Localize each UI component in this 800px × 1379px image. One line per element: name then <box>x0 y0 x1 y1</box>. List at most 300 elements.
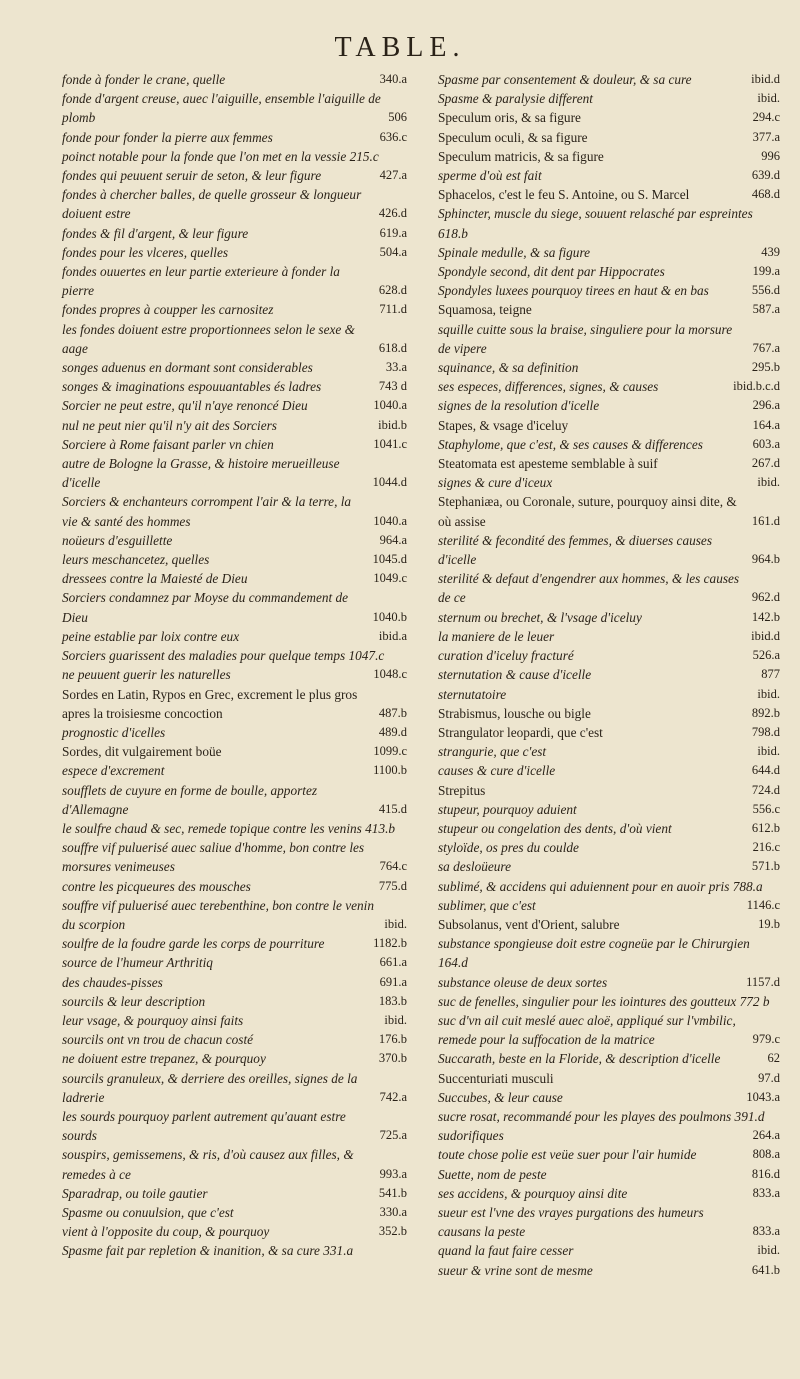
index-entry-text: stupeur, pourquoy aduient <box>438 801 577 817</box>
index-entry-text: Staphylome, que c'est, & ses causes & differences <box>438 436 703 452</box>
index-entry-text: Succubes, & leur cause <box>438 1089 563 1105</box>
index-entry <box>62 761 407 780</box>
index-entry <box>62 896 407 934</box>
index-entry-page-ref: 1040.a <box>373 513 407 528</box>
index-entry <box>438 1203 780 1241</box>
index-entry <box>438 128 780 147</box>
index-entry-text: sublimé, & accidens qui aduiennent pour en auoir pris 788.a <box>438 878 763 894</box>
index-entry <box>438 204 780 242</box>
index-entry-text: Sorciers & enchanteurs corrompent l'air & la terre, la vie & santé des hommes <box>62 494 352 529</box>
index-entry <box>62 1241 407 1260</box>
index-entry-text: sourcils ont vn trou de chacun costé <box>62 1032 254 1048</box>
index-entry-page-ref: 798.d <box>751 724 780 739</box>
index-entry-text: fondes propres à coupper les carnositez <box>62 302 274 318</box>
index-entry <box>62 70 407 89</box>
index-entry-text: suc d'vn ail cuit meslé auec aloë, appliqué sur l'vmbilic, remede pour la suffocation de la matrice <box>438 1012 736 1048</box>
index-entry <box>438 934 780 972</box>
index-entry-text: Sorcier ne peut estre, qu'il n'aye renoncé Dieu <box>62 398 308 414</box>
index-entry-text: noüeurs d'esguillette <box>62 532 173 548</box>
index-entry-page-ref: 1044.d <box>372 475 407 490</box>
index-entry <box>62 953 407 972</box>
index-entry-page-ref: 636.c <box>379 129 407 144</box>
index-entry <box>438 108 780 127</box>
index-entry-page-ref: 724.d <box>751 782 780 797</box>
index-entry <box>62 166 407 185</box>
index-entry-text: fonde à fonder le crane, quelle <box>62 72 226 87</box>
index-entry-text: sourcils & leur description <box>62 993 206 1009</box>
index-entry-page-ref: 183.b <box>378 993 407 1008</box>
index-entry-text: vient à l'opposite du coup, & pourquoy <box>62 1224 270 1240</box>
index-entry-page-ref: ibid. <box>757 744 780 759</box>
index-entry-text: nul ne peut nier qu'il n'y ait des Sorciers <box>62 417 277 433</box>
index-entry-text: signes de la resolution d'icelle <box>438 398 600 414</box>
index-entry-page-ref: 612.b <box>751 820 780 835</box>
index-entry-page-ref: 506 <box>388 110 407 125</box>
index-entry <box>438 838 780 857</box>
index-entry-text: sternutation & cause d'icelle <box>438 667 592 683</box>
index-entry-page-ref: 1040.b <box>372 609 407 624</box>
index-entry-text: leur vsage, & pourquoy ainsi faits <box>62 1012 244 1028</box>
index-entry <box>438 992 780 1011</box>
index-entry-text: dressees contre la Maiesté de Dieu <box>62 571 248 587</box>
index-entry <box>62 300 407 319</box>
index-entry-text: substance oleuse de deux sortes <box>438 974 608 990</box>
index-entry <box>62 1030 407 1049</box>
index-entry-page-ref: 415.d <box>378 801 407 816</box>
index-entry-text: Strepitus <box>438 782 486 798</box>
index-entry-text: sternum ou brechet, & l'vsage d'iceluy <box>438 609 642 625</box>
index-entry <box>438 665 780 684</box>
index-entry-text: espece d'excrement <box>62 763 165 779</box>
index-entry-page-ref: 487.b <box>378 705 407 720</box>
index-entry-page-ref: 979.c <box>752 1032 780 1047</box>
index-entry <box>438 608 780 627</box>
index-entry-page-ref: 370.b <box>378 1051 407 1066</box>
index-entry-text: la maniere de le leuer <box>438 628 555 644</box>
index-entry-text: squinance, & sa definition <box>438 360 579 376</box>
index-entry-page-ref: 164.a <box>752 417 780 432</box>
index-entry-text: Spasme ou conuulsion, que c'est <box>62 1204 234 1220</box>
index-entry-page-ref: 996 <box>761 148 780 163</box>
index-entry-page-ref: 711.d <box>379 302 407 317</box>
index-entry-page-ref: 587.a <box>752 302 780 317</box>
index-entry-page-ref: 556.d <box>751 283 780 298</box>
index-entry-page-ref: 1100.b <box>373 763 407 778</box>
index-entry-page-ref: 639.d <box>751 168 780 183</box>
index-entry-page-ref: 775.d <box>378 878 407 893</box>
index-entry-text: Speculum oris, & sa figure <box>438 110 581 126</box>
index-entry-page-ref: 62 <box>767 1051 780 1066</box>
index-entry-page-ref: 619.a <box>379 225 407 240</box>
index-entry-text: ne doiuent estre trepanez, & pourquoy <box>62 1051 266 1067</box>
index-entry-text: Spinale medulle, & sa figure <box>438 244 591 260</box>
index-entry-page-ref: 618.d <box>378 340 407 355</box>
index-entry <box>438 147 780 166</box>
index-entry-page-ref: 295.b <box>751 360 780 375</box>
index-entry-text: ses accidens, & pourquoy ainsi dite <box>438 1185 628 1201</box>
index-entry <box>62 1145 407 1183</box>
index-entry-text: substance spongieuse doit estre cogneüe par le Chirurgien 164.d <box>438 936 750 971</box>
index-entry <box>62 262 407 300</box>
index-entry <box>62 435 407 454</box>
index-entry-page-ref: ibid. <box>757 91 780 106</box>
index-entry-page-ref: 556.c <box>752 801 780 816</box>
index-entry <box>62 646 407 665</box>
index-entry-text: Spasme fait par repletion & inanition, & sa cure 331.a <box>62 1243 354 1259</box>
index-entry-text: Sorciers guarissent des maladies pour quelque temps 1047.c <box>62 648 385 664</box>
index-entry-page-ref: ibid.a <box>378 628 407 643</box>
index-entry <box>62 185 407 223</box>
index-entry-text: Sordes en Latin, Rypos en Grec, excrement le plus gros apres la troisiesme concoction <box>62 686 358 721</box>
index-entry <box>62 1011 407 1030</box>
index-entry-text: styloïde, os pres du coulde <box>438 840 579 856</box>
index-entry-text: Sphacelos, c'est le feu S. Antoine, ou S. Marcel <box>438 187 690 203</box>
index-entry-page-ref: 216.c <box>752 840 780 855</box>
index-entry-page-ref: ibid. <box>757 1243 780 1258</box>
index-entry-page-ref: 439 <box>761 244 780 259</box>
index-entry <box>438 454 780 473</box>
index-entry-text: Steatomata est apesteme semblable à suif <box>438 456 658 472</box>
index-entry-page-ref: 1048.c <box>373 667 407 682</box>
index-entry-text: causes & cure d'icelle <box>438 763 556 779</box>
index-entry-text: strangurie, que c'est <box>438 744 547 760</box>
index-entry <box>438 262 780 281</box>
index-entry <box>62 742 407 761</box>
index-entry <box>438 435 780 454</box>
index-entry-page-ref: 644.d <box>751 763 780 778</box>
index-entry-page-ref: 264.a <box>752 1128 780 1143</box>
index-entry-page-ref: 661.a <box>379 955 407 970</box>
index-entry-page-ref: ibid. <box>384 916 407 931</box>
index-entry-page-ref: 489.d <box>378 724 407 739</box>
index-entry-page-ref: 1146.c <box>746 897 780 912</box>
index-entry <box>62 723 407 742</box>
index-entry-text: stupeur ou congelation des dents, d'où vient <box>438 820 672 836</box>
index-entry <box>62 320 407 358</box>
index-entry <box>62 492 407 530</box>
index-entry <box>62 1222 407 1241</box>
index-entry-page-ref: 767.a <box>752 340 780 355</box>
index-entry <box>438 781 780 800</box>
index-entry-text: fonde d'argent creuse, auec l'aiguille, ensemble l'aiguille de plomb <box>62 91 381 126</box>
index-entry <box>438 877 780 896</box>
index-entry-text: fondes à chercher balles, de quelle grosseur & longueur doiuent estre <box>62 187 362 222</box>
index-entry-text: souspirs, gemissemens, & ris, d'où causez aux filles, & remedes à ce <box>62 1147 354 1182</box>
index-entry-text: Spasme & paralysie different <box>438 91 593 107</box>
index-entry-text: fondes & fil d'argent, & leur figure <box>62 225 249 241</box>
index-entry-text: leurs meschancetez, quelles <box>62 552 210 568</box>
index-entry-page-ref: 97.d <box>758 1070 780 1085</box>
index-entry <box>62 147 407 166</box>
index-entry <box>438 281 780 300</box>
index-entry-text: suc de fenelles, singulier pour les iointures des goutteux 772 b <box>438 993 770 1009</box>
index-entry <box>62 1203 407 1222</box>
index-entry <box>438 416 780 435</box>
index-entry-page-ref: 808.a <box>752 1147 780 1162</box>
index-entry <box>438 243 780 262</box>
index-entry-text: autre de Bologne la Grasse, & histoire merueilleuse d'icelle <box>62 456 340 491</box>
index-entry-page-ref: 142.b <box>751 609 780 624</box>
index-entry-page-ref: ibid.d <box>751 72 780 86</box>
index-entry-page-ref: 33.a <box>385 360 407 375</box>
index-entry <box>438 1145 780 1164</box>
index-entry-page-ref: 427.a <box>379 168 407 183</box>
index-entry-page-ref: 19.b <box>758 916 780 931</box>
index-entry <box>438 915 780 934</box>
index-entry <box>438 1165 780 1184</box>
index-entry-text: Speculum matricis, & sa figure <box>438 148 604 164</box>
index-entry-page-ref: 1182.b <box>373 936 407 951</box>
index-entry-text: les fondes doiuent estre proportionnees selon le sexe & aage <box>62 321 355 356</box>
index-entry <box>62 627 407 646</box>
index-entry <box>438 300 780 319</box>
index-entry-page-ref: 1043.a <box>746 1089 780 1104</box>
index-entry <box>62 1049 407 1068</box>
index-entry <box>62 992 407 1011</box>
index-entry <box>438 857 780 876</box>
index-entry <box>438 742 780 761</box>
index-entry-text: Squamosa, teigne <box>438 302 532 318</box>
index-entry-text: Sphincter, muscle du siege, souuent relasché par espreintes 618.b <box>438 206 753 241</box>
index-entry <box>438 473 780 492</box>
index-entry <box>62 243 407 262</box>
index-entry <box>438 1088 780 1107</box>
index-entry <box>62 819 407 838</box>
index-entry-page-ref: 352.b <box>378 1224 407 1239</box>
index-entry-text: des chaudes-pisses <box>62 974 163 990</box>
index-column-left <box>62 70 407 1261</box>
index-entry-text: sublimer, que c'est <box>438 897 536 913</box>
index-entry-page-ref: 199.a <box>752 264 780 279</box>
page-title: TABLE. <box>334 32 466 63</box>
index-entry-text: sucre rosat, recommandé pour les playes des poulmons 391.d <box>438 1108 765 1124</box>
index-entry-page-ref: 1045.d <box>372 552 407 567</box>
index-entry <box>62 396 407 415</box>
index-entry <box>62 377 407 396</box>
index-entry <box>438 627 780 646</box>
index-entry <box>438 704 780 723</box>
index-entry-text: sourcils granuleux, & derriere des oreilles, signes de la ladrerie <box>62 1070 358 1105</box>
index-entry-page-ref: 816.d <box>751 1166 780 1181</box>
index-entry-text: Stapes, & vsage d'iceluy <box>438 417 569 433</box>
index-entry-text: poinct notable pour la fonde que l'on met en la vessie 215.c <box>62 148 379 164</box>
index-entry <box>438 685 780 704</box>
index-entry-page-ref: 377.a <box>752 129 780 144</box>
index-entry-text: Spondyles luxees pourquoy tirees en haut & en bas <box>438 283 709 299</box>
index-entry <box>438 358 780 377</box>
index-entry-text: sudorifiques <box>438 1128 504 1144</box>
index-entry-text: sperme d'où est fait <box>438 168 542 184</box>
index-entry-text: toute chose polie est veüe suer pour l'air humide <box>438 1147 697 1163</box>
index-entry <box>62 588 407 626</box>
index-entry-text: le soulfre chaud & sec, remede topique contre les venins 413.b <box>62 820 396 836</box>
index-entry <box>62 531 407 550</box>
index-entry-page-ref: 526.a <box>752 648 780 663</box>
index-entry-page-ref: 743 d <box>378 379 407 394</box>
index-entry-text: Speculum oculi, & sa figure <box>438 129 588 145</box>
index-entry-text: sa desloüeure <box>438 859 511 875</box>
index-entry-text: songes aduenus en dormant sont considerables <box>62 360 313 376</box>
index-entry-page-ref: 964.b <box>751 552 780 567</box>
index-entry-page-ref: 296.a <box>752 398 780 413</box>
index-entry <box>438 1107 780 1126</box>
index-entry <box>62 128 407 147</box>
index-entry <box>438 377 780 396</box>
index-entry <box>62 877 407 896</box>
index-entry <box>62 1184 407 1203</box>
index-entry <box>438 1049 780 1068</box>
index-entry-text: quand la faut faire cesser <box>438 1243 574 1259</box>
index-entry <box>62 550 407 569</box>
index-entry-text: Strangulator leopardi, que c'est <box>438 724 603 740</box>
index-entry <box>62 838 407 876</box>
index-entry-text: les sourds pourquoy parlent autrement qu'auant estre sourds <box>62 1108 346 1144</box>
index-entry-page-ref: 294.c <box>752 110 780 125</box>
index-entry <box>438 569 780 607</box>
index-entry-page-ref: 1157.d <box>746 974 780 989</box>
index-entry <box>438 646 780 665</box>
index-entry-page-ref: 330.a <box>379 1204 407 1219</box>
index-entry-page-ref: ibid.b <box>378 417 407 432</box>
index-entry-text: soufflets de cuyure en forme de boulle, apportez d'Allemagne <box>62 782 318 817</box>
index-entry-page-ref: 628.d <box>378 283 407 298</box>
index-entry <box>438 819 780 838</box>
index-entry <box>62 224 407 243</box>
index-entry <box>62 685 407 723</box>
index-entry-page-ref: 541.b <box>378 1185 407 1200</box>
index-entry-page-ref: 833.a <box>752 1224 780 1239</box>
index-entry-page-ref: ibid. <box>757 475 780 490</box>
index-entry <box>438 89 780 108</box>
index-entry-text: Sparadrap, ou toile gautier <box>62 1185 208 1201</box>
index-entry <box>438 1261 780 1280</box>
index-entry-page-ref: 1040.a <box>373 398 407 413</box>
index-entry-text: Sorciers condamnez par Moyse du commandement de Dieu <box>62 590 349 625</box>
index-entry <box>62 1107 407 1145</box>
index-entry <box>62 358 407 377</box>
index-entry <box>438 70 780 89</box>
index-entry <box>62 454 407 492</box>
index-entry-text: sterilité & defaut d'engendrer aux hommes, & les causes de ce <box>438 571 740 606</box>
index-entry-page-ref: ibid.d <box>751 628 780 643</box>
index-entry <box>438 1069 780 1088</box>
index-entry <box>62 973 407 992</box>
index-entry-text: Succenturiati musculi <box>438 1070 554 1086</box>
index-entry-page-ref: ibid.b.c.d <box>733 379 780 394</box>
index-entry <box>62 1069 407 1107</box>
index-entry-page-ref: 468.d <box>751 187 780 202</box>
index-entry-page-ref: 993.a <box>379 1166 407 1181</box>
index-entry-text: curation d'iceluy fracturé <box>438 648 574 664</box>
index-entry-text: Strabismus, lousche ou bigle <box>438 705 591 721</box>
index-entry-text: souffre vif puluerisé auec terebenthine, bon contre le venin du scorpion <box>62 897 375 932</box>
index-entry-text: fondes pour les vlceres, quelles <box>62 244 229 260</box>
index-entry-text: fondes ouuertes en leur partie exterieure à fonder la pierre <box>62 264 340 299</box>
index-entry-text: Stephaniæa, ou Coronale, suture, pourquoy ainsi dite, & où assise <box>438 494 737 529</box>
index-entry-text: squille cuitte sous la braise, singuliere pour la morsure de vipere <box>438 321 733 356</box>
index-entry-page-ref: 1099.c <box>373 744 407 759</box>
index-entry-page-ref: ibid. <box>757 686 780 701</box>
index-entry-text: peine establie par loix contre eux <box>62 628 240 644</box>
index-entry-text: ses especes, differences, signes, & causes <box>438 379 659 395</box>
index-entry-text: Subsolanus, vent d'Orient, salubre <box>438 916 620 932</box>
index-entry-text: sternutatoire <box>438 686 507 702</box>
index-entry-page-ref: 725.a <box>379 1128 407 1143</box>
index-entry-text: Succarath, beste en la Floride, & description d'icelle <box>438 1051 721 1067</box>
index-entry-text: Spasme par consentement & douleur, & sa cure <box>438 72 692 87</box>
index-entry <box>438 1184 780 1203</box>
index-entry-text: fonde pour fonder la pierre aux femmes <box>62 129 273 145</box>
index-entry-text: Suette, nom de peste <box>438 1166 547 1182</box>
index-entry-page-ref: 571.b <box>751 859 780 874</box>
index-entry-text: Sorciere à Rome faisant parler vn chien <box>62 436 274 452</box>
index-entry <box>62 934 407 953</box>
index-entry-page-ref: 176.b <box>378 1032 407 1047</box>
index-entry <box>438 896 780 915</box>
index-entry-page-ref: 877 <box>761 667 780 682</box>
index-entry-text: Sordes, dit vulgairement boüe <box>62 744 222 760</box>
index-entry-page-ref: 267.d <box>751 456 780 471</box>
index-entry-text: sueur est l'vne des vrayes purgations des humeurs causans la peste <box>438 1204 704 1240</box>
index-entry-text: contre les picqueures des mousches <box>62 878 251 894</box>
index-entry-page-ref: 161.d <box>751 513 780 528</box>
index-entry-text: fondes qui peuuent seruir de seton, & leur figure <box>62 168 322 184</box>
index-entry <box>438 531 780 569</box>
index-entry <box>62 781 407 819</box>
index-entry-text: songes & imaginations espouuantables és ladres <box>62 379 322 395</box>
index-entry <box>62 89 407 127</box>
index-entry <box>438 185 780 204</box>
index-entry-page-ref: 742.a <box>379 1089 407 1104</box>
index-entry-text: Spondyle second, dit dent par Hippocrates <box>438 264 665 280</box>
index-entry <box>438 1241 780 1260</box>
index-entry-text: ne peuuent guerir les naturelles <box>62 667 231 683</box>
index-entry <box>438 800 780 819</box>
index-entry-page-ref: 962.d <box>751 590 780 605</box>
index-column-right <box>438 70 780 1280</box>
index-entry-text: sueur & vrine sont de mesme <box>438 1262 593 1278</box>
index-entry <box>438 1011 780 1049</box>
index-entry-page-ref: 964.a <box>379 532 407 547</box>
index-entry-page-ref: 504.a <box>379 244 407 259</box>
index-entry <box>438 1126 780 1145</box>
index-entry <box>438 723 780 742</box>
index-entry-page-ref: 1049.c <box>373 571 407 586</box>
index-entry-page-ref: 833.a <box>752 1185 780 1200</box>
index-entry <box>438 761 780 780</box>
index-entry <box>438 396 780 415</box>
index-entry-text: prognostic d'icelles <box>62 724 166 740</box>
index-entry-text: sterilité & fecondité des femmes, & diuerses causes d'icelle <box>438 532 713 568</box>
index-entry-page-ref: 764.c <box>379 859 407 874</box>
index-entry-page-ref: 892.b <box>751 705 780 720</box>
index-entry-text: source de l'humeur Arthritiq <box>62 955 213 971</box>
index-entry-text: soulfre de la foudre garde les corps de pourriture <box>62 936 325 952</box>
index-entry-page-ref: ibid. <box>384 1012 407 1027</box>
index-entry-page-ref: 691.a <box>379 974 407 989</box>
index-entry <box>438 973 780 992</box>
index-entry-page-ref: 426.d <box>378 206 407 221</box>
index-entry-page-ref: 603.a <box>752 436 780 451</box>
index-entry <box>438 166 780 185</box>
index-entry-page-ref: 1041.c <box>373 436 407 451</box>
index-entry-text: signes & cure d'iceux <box>438 475 553 491</box>
index-entry <box>438 492 780 530</box>
index-entry-page-ref: 340.a <box>379 72 407 86</box>
index-entry <box>62 416 407 435</box>
index-entry <box>62 665 407 684</box>
index-entry <box>62 569 407 588</box>
